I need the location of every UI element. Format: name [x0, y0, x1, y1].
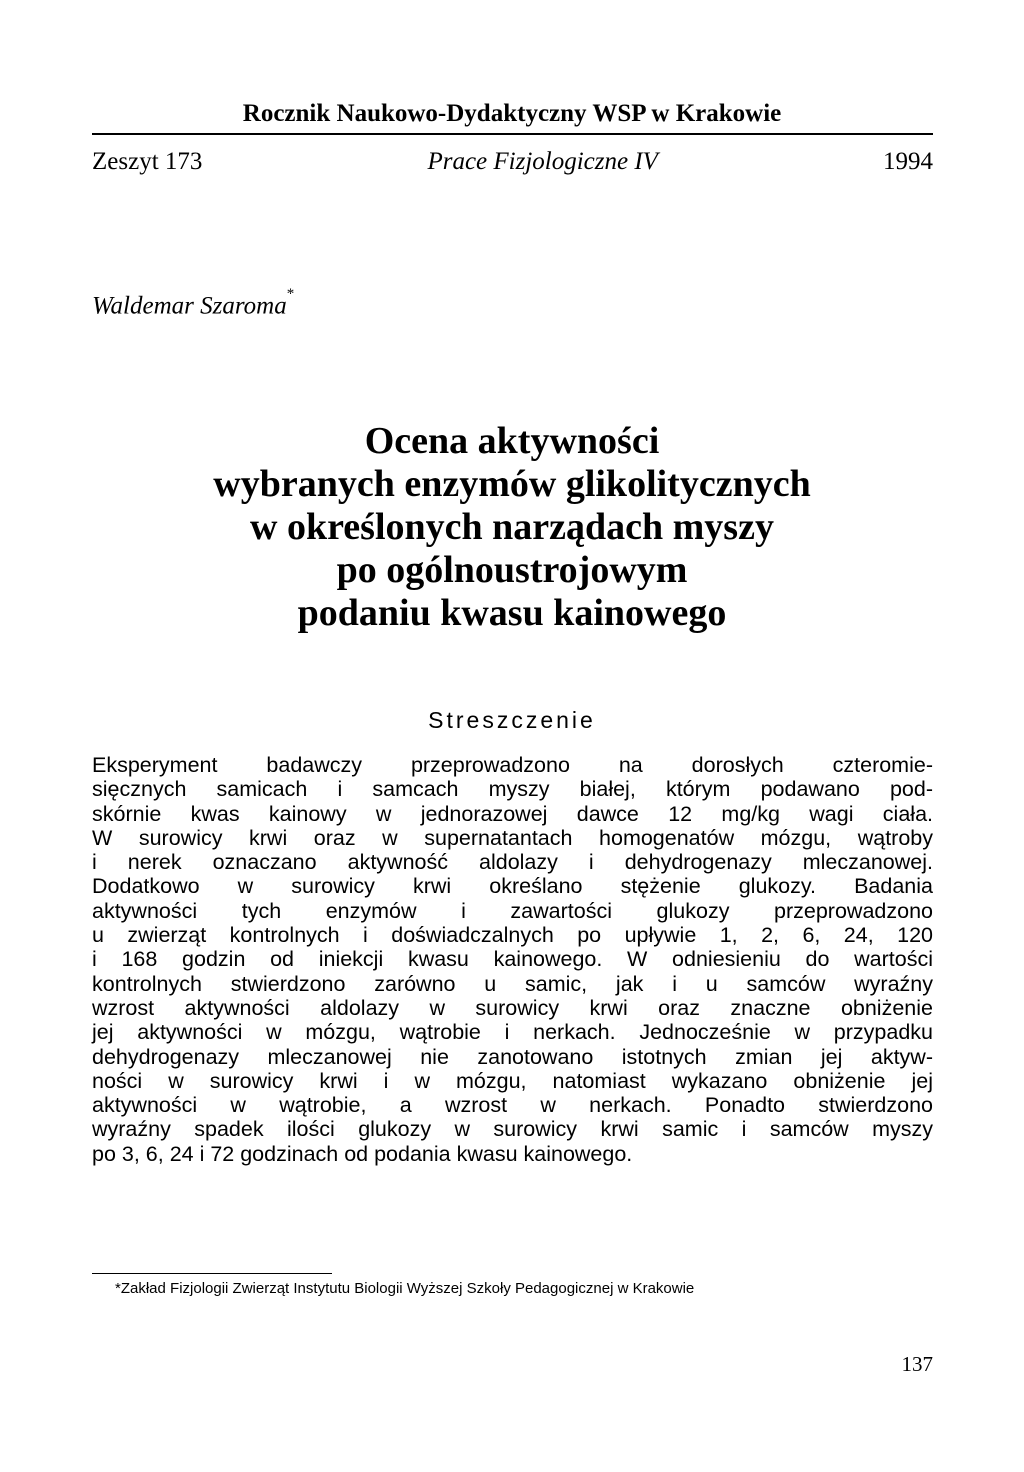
abstract-line: kontrolnych stwierdzono zarówno u samic, jak i u samców wyraźny: [92, 971, 933, 996]
issue-line: [92, 148, 933, 176]
abstract-line: u zwierząt kontrolnych i doświadczalnych po upływie 1, 2, 6, 24, 120: [92, 923, 933, 948]
footnote-rule: [92, 1273, 332, 1274]
title-line: w określonych narządach myszy: [250, 506, 774, 548]
abstract-line: sięcznych samicach i samcach myszy białej, którym podawano pod-: [92, 777, 933, 802]
author-footnote-marker: *: [286, 286, 295, 302]
abstract-line: Eksperyment badawczy przeprowadzono na dorosłych czteromie-: [92, 753, 933, 777]
abstract-line: dehydrogenazy mleczanowej nie zanotowano istotnych zmian jej aktyw-: [92, 1044, 933, 1069]
abstract-line: skórnie kwas kainowy w jednorazowej dawce 12 mg/kg wagi ciała.: [92, 801, 933, 826]
issue-number: Zeszyt 173: [92, 148, 203, 175]
abstract-line: Dodatkowo w surowicy krwi określano stężenie glukozy. Badania: [92, 874, 933, 899]
abstract-line: aktywności w wątrobie, a wzrost w nerkach. Ponadto stwierdzono: [92, 1093, 933, 1118]
abstract-line: W surowicy krwi oraz w supernatantach homogenatów mózgu, wątroby: [92, 825, 933, 850]
abstract-line: i nerek oznaczano aktywność aldolazy i dehydrogenazy mleczanowej.: [92, 850, 933, 875]
footnote: *Zakład Fizjologii Zwierząt Instytutu Biologii Wyższej Szkoły Pedagogicznej w Krakowie: [115, 1280, 695, 1297]
abstract-line: jej aktywności w mózgu, wątrobie i nerkach. Jednocześnie w przypadku: [92, 1020, 933, 1045]
title-line: po ogólnoustrojowym: [336, 549, 688, 591]
abstract-body: [92, 753, 933, 1166]
page-number: 137: [901, 1352, 933, 1376]
article-title: [0, 420, 1024, 635]
abstract-line: i 168 godzin od iniekcji kwasu kainowego. W odniesieniu do wartości: [92, 947, 933, 972]
author: [92, 286, 295, 320]
abstract-line: po 3, 6, 24 i 72 godzinach od podania kwasu kainowego.: [92, 1141, 633, 1166]
abstract-line: wyraźny spadek ilości glukozy w surowicy krwi samic i samców myszy: [92, 1117, 933, 1142]
title-line: wybranych enzymów glikolitycznych: [213, 463, 811, 505]
title-line: podaniu kwasu kainowego: [297, 592, 727, 634]
title-line: Ocena aktywności: [364, 420, 660, 462]
author-name: Waldemar Szaroma: [92, 292, 287, 320]
series-title: Prace Fizjologiczne IV: [427, 148, 658, 175]
abstract-line: aktywności tych enzymów i zawartości glukozy przeprowadzono: [92, 898, 933, 923]
abstract-heading: Streszczenie: [428, 707, 596, 733]
publication-year: 1994: [882, 148, 933, 175]
abstract-line: wzrost aktywności aldolazy w surowicy krwi oraz znaczne obniżenie: [92, 995, 933, 1020]
journal-title: Rocznik Naukowo-Dydaktyczny WSP w Krakowie: [242, 100, 782, 127]
abstract-line: ności w surowicy krwi i w mózgu, natomiast wykazano obniżenie jej: [92, 1068, 933, 1093]
header-rule: [92, 133, 933, 135]
